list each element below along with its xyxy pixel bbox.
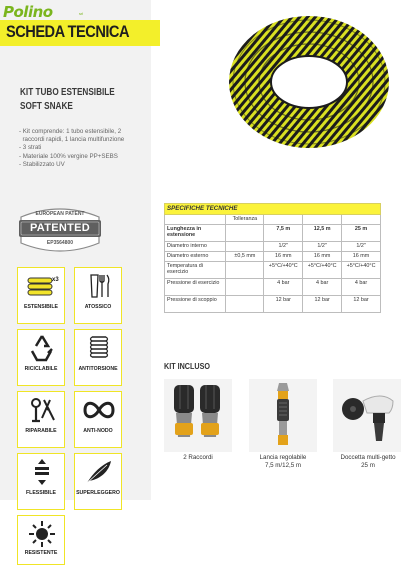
patent-main: PATENTED (29, 222, 91, 234)
kit-item-doccetta (333, 379, 401, 452)
brand-logo (3, 3, 83, 23)
feature-label: RIPARABILE (25, 428, 57, 434)
kit-item-lancia (249, 379, 317, 452)
spec-label: Pressione di esercizio (165, 279, 226, 296)
kit-item-raccordi (164, 379, 232, 452)
spec-value: +5°C/+40°C (342, 262, 381, 279)
glass-icon (81, 271, 117, 301)
feature-flessibile (17, 453, 65, 510)
spec-label: Temperatura di esercizio (165, 262, 226, 279)
column-header: 12,5 m (303, 225, 342, 242)
feature-atossico (74, 267, 122, 324)
spray-nozzle-icon (249, 379, 317, 452)
table-row (165, 252, 381, 262)
desc-line: - Stabilizzato UV (19, 160, 65, 168)
sun-icon (24, 519, 60, 549)
spec-value: 12 bar (303, 296, 342, 313)
desc-line: raccordi rapidi, 1 lancia multifunzione (19, 136, 125, 144)
kit-caption: Lancia regolabile 7,5 m/12,5 m (259, 454, 307, 469)
feature-estensibile (17, 267, 65, 324)
spec-table (164, 203, 381, 313)
feature-label: ESTENSIBILE (23, 304, 58, 310)
repair-icon (24, 395, 60, 425)
feature-label: ATOSSICO (84, 304, 112, 310)
spec-value: +5°C/+40°C (264, 262, 303, 279)
stretch-icon (24, 271, 60, 301)
table-row (165, 296, 381, 313)
feature-resistente (17, 515, 65, 565)
flex-icon (24, 457, 60, 487)
spring-icon (81, 333, 117, 363)
feature-label: ANTI-NODO (83, 428, 113, 434)
patent-top: EUROPEAN PATENT (35, 211, 85, 217)
logo-text: Polino (3, 3, 53, 21)
spec-value: 4 bar (264, 279, 303, 296)
infinity-icon (81, 395, 117, 425)
spec-tolerance: ±0,5 mm (226, 252, 264, 262)
spec-table-heading-row (165, 204, 381, 215)
feature-riciclabile (17, 329, 65, 386)
spec-value: 16 mm (342, 252, 381, 262)
product-description (19, 128, 169, 169)
logo-sub: srl (79, 11, 84, 16)
spec-value: 4 bar (342, 279, 381, 296)
spec-value: 12 bar (342, 296, 381, 313)
patent-number: EP3564800 (46, 240, 74, 246)
spec-value: 1/2" (264, 242, 303, 252)
feature-label: RICICLABILE (24, 366, 58, 372)
table-row (165, 262, 381, 279)
kit-caption: Doccetta multi-getto 25 m (340, 454, 396, 469)
desc-line: - Kit comprende: 1 tubo estensibile, 2 (19, 128, 122, 135)
feature-superleggero (74, 453, 122, 510)
spec-value: +5°C/+40°C (303, 262, 342, 279)
kit-title: KIT INCLUSO (164, 362, 210, 371)
spec-label: Pressione di scoppio (165, 296, 226, 313)
tolerance-header: Tolleranza (226, 215, 264, 225)
table-row (165, 242, 381, 252)
stretch-badge: x3 (52, 277, 59, 283)
spec-value: 1/2" (342, 242, 381, 252)
spec-value: 4 bar (303, 279, 342, 296)
column-header: 25 m (342, 225, 381, 242)
spec-table-header-row (165, 215, 381, 225)
table-row (165, 279, 381, 296)
feature-label: FLESSIBILE (26, 490, 56, 496)
column-header: 7,5 m (264, 225, 303, 242)
desc-line: - Materiale 100% vergine PP+SEBS (19, 152, 118, 160)
feature-antitorsione (74, 329, 122, 386)
spec-value: 16 mm (303, 252, 342, 262)
product-hose-image (223, 8, 393, 156)
page-title: SCHEDA TECNICA (6, 22, 130, 41)
spec-value: 16 mm (264, 252, 303, 262)
feather-icon (81, 457, 117, 487)
kit-caption: 2 Raccordi (183, 454, 213, 461)
spec-value: 12 bar (264, 296, 303, 313)
spec-label: Lunghezza in estensione (165, 225, 226, 242)
recycle-icon (24, 333, 60, 363)
patent-badge (17, 203, 103, 255)
product-title-line2: SOFT SNAKE (20, 101, 73, 112)
table-row (165, 225, 381, 242)
product-title-line1: KIT TUBO ESTENSIBILE (20, 87, 115, 98)
spec-label: Diametro interno (165, 242, 226, 252)
connector-icon (164, 379, 232, 452)
shower-head-icon (333, 379, 401, 452)
desc-line: - 3 strati (19, 144, 42, 152)
feature-label: ANTITORSIONE (78, 366, 118, 372)
feature-label: RESISTENTE (24, 550, 58, 556)
feature-riparabile (17, 391, 65, 448)
feature-anti-nodo (74, 391, 122, 448)
product-title (20, 86, 115, 114)
spec-value: 1/2" (303, 242, 342, 252)
feature-label: SUPERLEGGERO (76, 490, 120, 496)
spec-table-heading: SPECIFICHE TECNICHE (165, 204, 381, 215)
spec-label: Diametro esterno (165, 252, 226, 262)
